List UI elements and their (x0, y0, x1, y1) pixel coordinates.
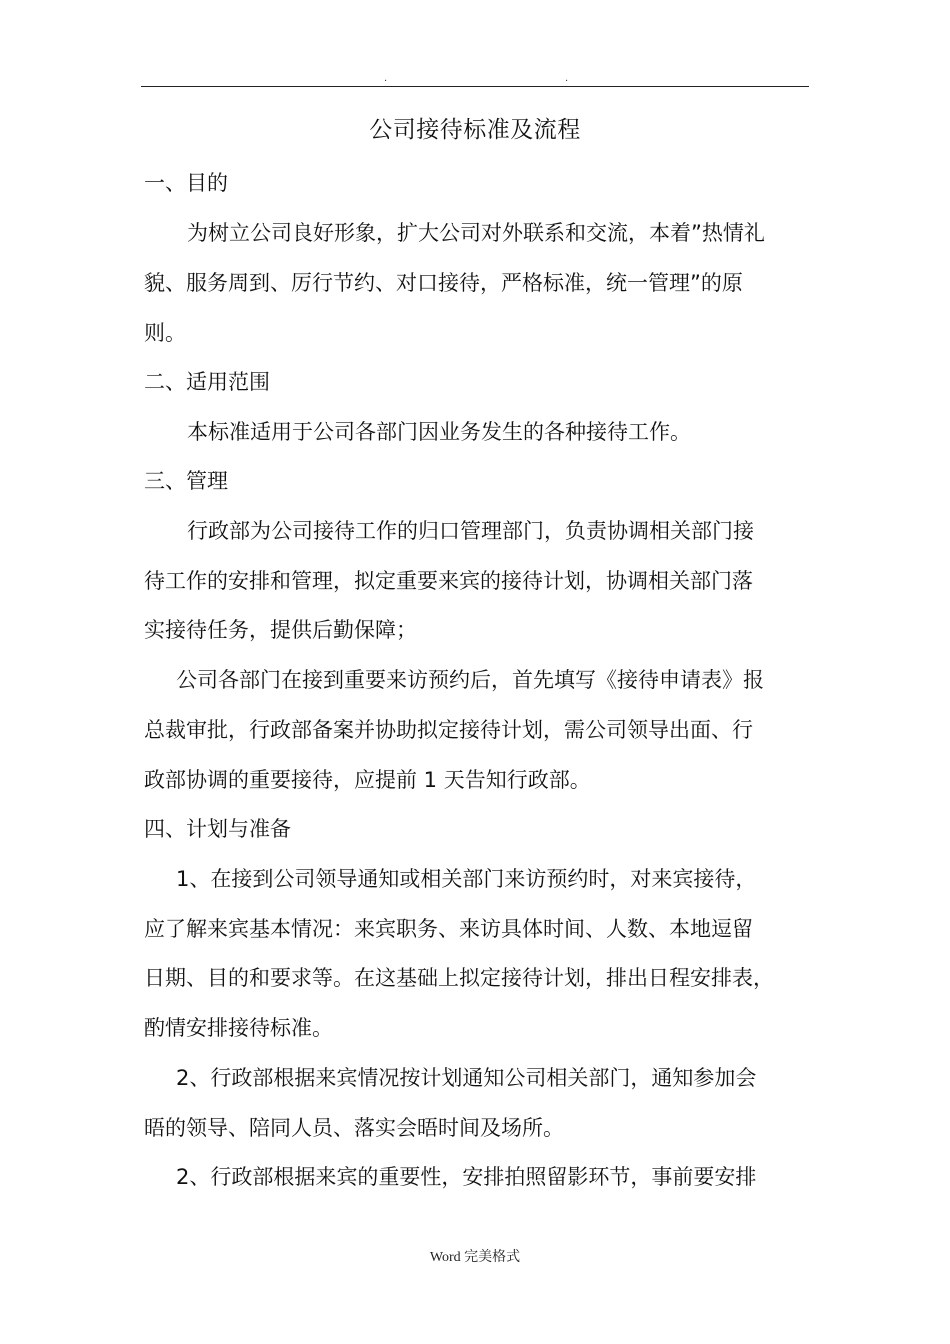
paragraph-line: 2、行政部根据来宾的重要性，安排拍照留影环节，事前要安排 (176, 1165, 757, 1189)
paragraph-line: 日期、目的和要求等。在这基础上拟定接待计划，排出日程安排表， (144, 966, 774, 990)
header-dot: . (384, 73, 388, 84)
header-dot: . (565, 73, 569, 84)
section-heading: 三、管理 (144, 469, 228, 493)
paragraph-line: 酌情安排接待标准。 (144, 1016, 333, 1040)
section-heading: 四、计划与准备 (144, 817, 291, 841)
paragraph-line: 总裁审批，行政部备案并协助拟定接待计划，需公司领导出面、行 (144, 718, 753, 742)
paragraph-line: 应了解来宾基本情况：来宾职务、来访具体时间、人数、本地逗留 (144, 917, 753, 941)
paragraph-line: 貌、服务周到、厉行节约、对口接待，严格标准，统一管理”的原 (144, 271, 743, 295)
section-heading: 一、目的 (144, 171, 228, 195)
header-rule (141, 86, 809, 87)
paragraph-line: 实接待任务，提供后勤保障； (144, 618, 417, 642)
paragraph-line: 晤的领导、陪同人员、落实会晤时间及场所。 (144, 1116, 564, 1140)
paragraph-line: 行政部为公司接待工作的归口管理部门，负责协调相关部门接 (187, 519, 754, 543)
paragraph-line: 则。 (144, 321, 186, 345)
paragraph-line: 公司各部门在接到重要来访预约后，首先填写《接待申请表》报 (176, 668, 764, 692)
page-footer: Word 完美格式 (429, 1250, 521, 1265)
paragraph-line: 1、在接到公司领导通知或相关部门来访预约时，对来宾接待， (176, 867, 757, 891)
paragraph-line: 为树立公司良好形象，扩大公司对外联系和交流，本着”热情礼 (187, 221, 765, 245)
paragraph-line: 2、行政部根据来宾情况按计划通知公司相关部门，通知参加会 (176, 1066, 757, 1090)
section-heading: 二、适用范围 (144, 370, 270, 394)
document-title: 公司接待标准及流程 (369, 117, 581, 143)
paragraph-line: 本标准适用于公司各部门因业务发生的各种接待工作。 (187, 420, 691, 444)
paragraph-line: 待工作的安排和管理，拟定重要来宾的接待计划，协调相关部门落 (144, 569, 753, 593)
paragraph-line: 政部协调的重要接待，应提前 1 天告知行政部。 (144, 768, 591, 792)
